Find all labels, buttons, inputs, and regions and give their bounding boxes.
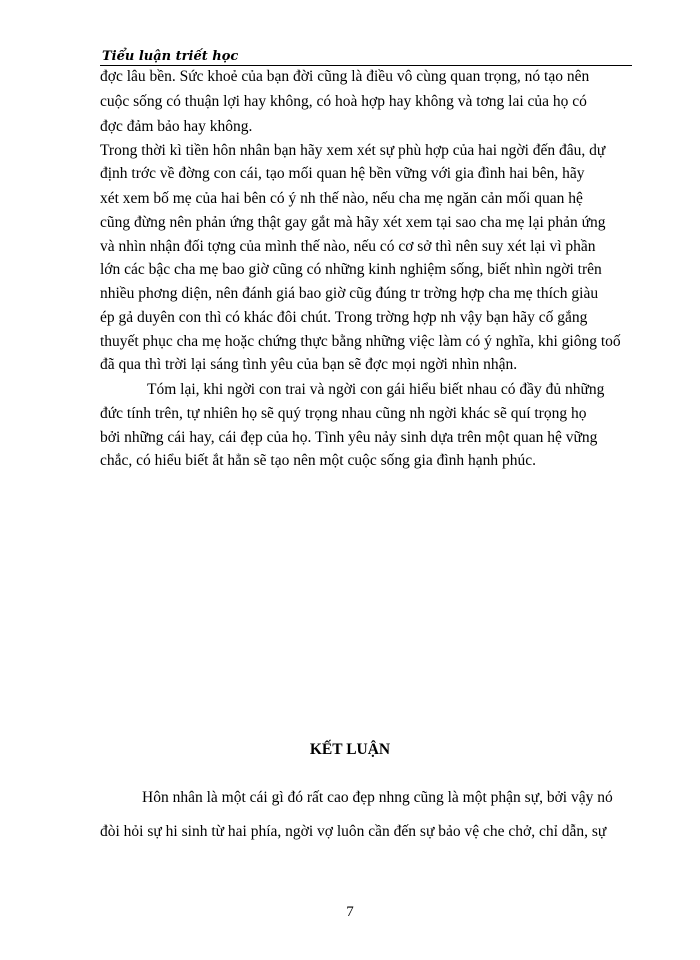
body-line: Tóm lại, khi ngời con trai và ngời con gái hiểu biết nhau có đầy đủ những	[147, 381, 605, 398]
body-line: đức tính trên, tự nhiên họ sẽ quý trọng nhau cũng nh ngời khác sẽ quí trọng họ	[100, 405, 587, 422]
body-line: xét xem bố mẹ của hai bên có ý nh thế nào, nếu cha mẹ ngăn cản mối quan hệ	[100, 190, 583, 207]
body-line: thuyết phục cha mẹ hoặc chứng thực bằng những việc làm có ý nghĩa, khi giông toố	[100, 333, 621, 350]
body-line: đợc lâu bền. Sức khoẻ của bạn đời cũng là điều vô cùng quan trọng, nó tạo nên	[100, 68, 590, 85]
body-line: định trớc về đờng con cái, tạo mối quan hệ bền vững với gia đình hai bên, hãy	[100, 165, 585, 182]
body-line: bởi những cái hay, cái đẹp của họ. Tình yêu nảy sinh dựa trên một quan hệ vững	[100, 429, 598, 446]
section-heading: KẾT LUẬN	[309, 741, 391, 758]
body-line: đòi hỏi sự hi sinh từ hai phía, ngời vợ luôn cần đến sự bảo vệ che chở, chỉ dẫn, sự	[100, 823, 607, 840]
body-line: đợc đảm bảo hay không.	[100, 118, 253, 135]
body-line: cũng đừng nên phản ứng thật gay gắt mà hãy xét xem tại sao cha mẹ lại phản ứng	[100, 214, 606, 231]
body-line: lớn các bậc cha mẹ bao giờ cũng có những kinh nghiệm sống, biết nhìn ngời trên	[100, 261, 602, 278]
body-line: chắc, có hiểu biết ắt hẳn sẽ tạo nên một cuộc sống gia đình hạnh phúc.	[100, 452, 537, 469]
body-line: Hôn nhân là một cái gì đó rất cao đẹp nhng cũng là một phận sự, bởi vậy nó	[142, 789, 613, 806]
body-line: và nhìn nhận đối tợng của mình thế nào, nếu có cơ sở thì nên suy xét lại vì phần	[100, 238, 596, 255]
body-line: đã qua thì trời lại sáng tình yêu của bạn sẽ đợc mọi ngời nhìn nhận.	[100, 356, 518, 373]
body-line: Trong thời kì tiền hôn nhân bạn hãy xem xét sự phù hợp của hai ngời đến đâu, dự	[100, 142, 606, 159]
running-header	[100, 50, 632, 66]
body-line: ép gả duyên con thì có khác đôi chút. Trong trờng hợp nh vậy bạn hãy cố gắng	[100, 309, 588, 326]
page-number: 7	[346, 904, 354, 920]
body-line: cuộc sống có thuận lợi hay không, có hoà hợp hay không và tơng lai của họ có	[100, 93, 587, 110]
header-title: Tiểu luận triết học	[102, 49, 239, 64]
body-line: nhiều phơng diện, nên đánh giá bao giờ cũg đúng tr trờng hợp cha mẹ thích giàu	[100, 285, 599, 302]
